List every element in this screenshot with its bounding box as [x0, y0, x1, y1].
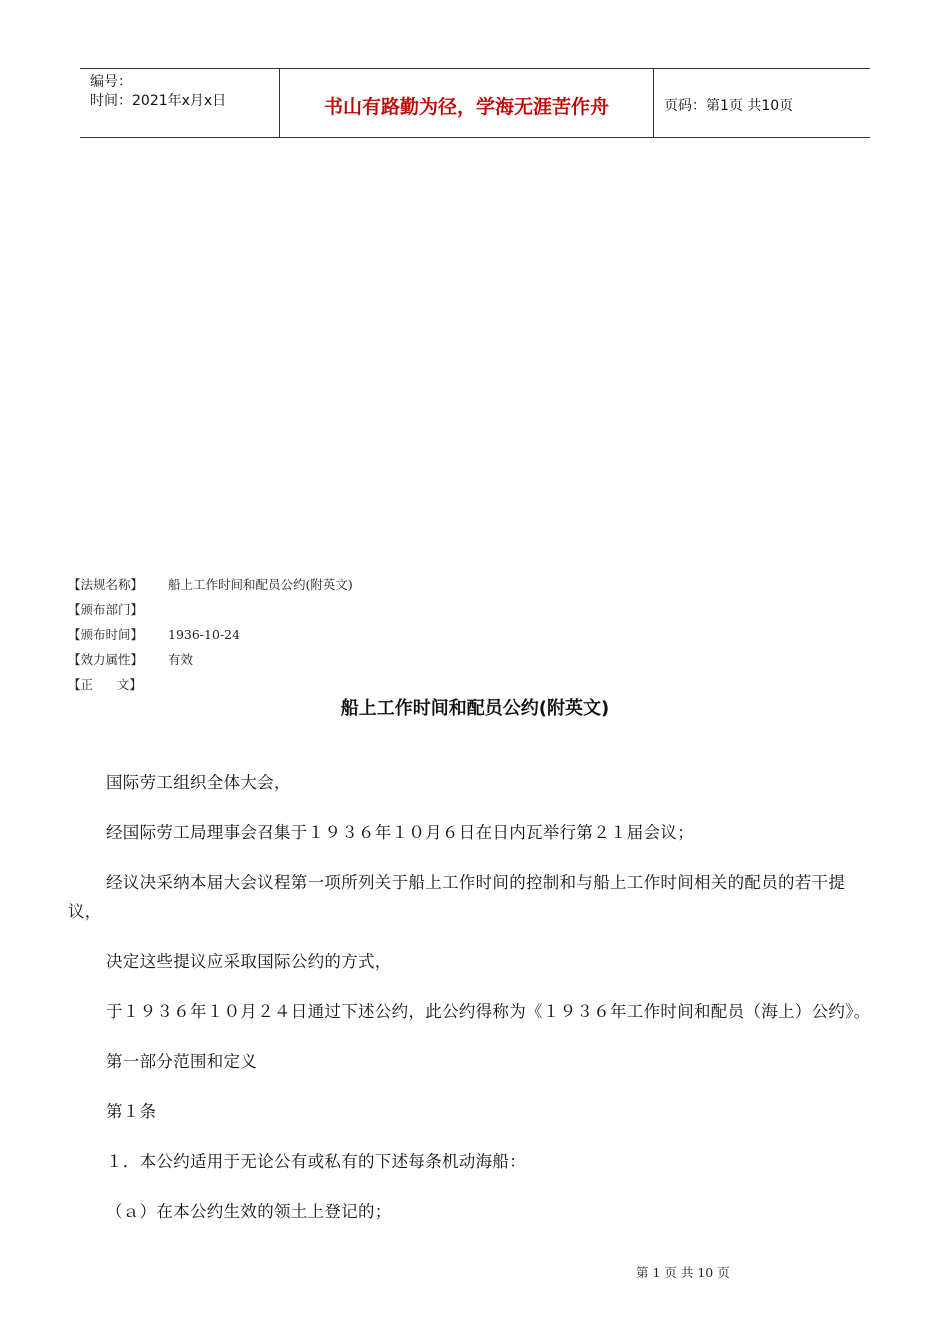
page-footer: 第 1 页 共 10 页 — [636, 1265, 730, 1280]
meta-value: 有效 — [168, 652, 194, 667]
header-motto: 书山有路勤为径，学海无涯苦作舟 — [280, 69, 654, 137]
meta-label: 【颁布时间】 — [68, 627, 144, 642]
date-label: 时间：2021年x月x日 — [90, 93, 227, 109]
meta-row-department — [68, 597, 353, 622]
meta-label: 【效力属性】 — [68, 652, 144, 667]
meta-row-name — [68, 572, 353, 597]
meta-row-validity — [68, 647, 353, 672]
page-header — [80, 68, 870, 138]
document-title: 船上工作时间和配员公约(附英文) — [340, 698, 610, 719]
paragraph: （ａ）在本公约生效的领土上登记的； — [106, 1202, 392, 1221]
paragraph: 经国际劳工局理事会召集于１９３６年１０月６日在日内瓦举行第２１届会议； — [106, 823, 694, 842]
header-info-cell — [80, 69, 280, 137]
meta-value: 船上工作时间和配员公约(附英文) — [168, 577, 353, 592]
paragraph: 于１９３６年１０月２４日通过下述公约，此公约得称为《１９３６年工作时间和配员（海上）公约》。 — [106, 1002, 871, 1021]
document-body — [68, 768, 874, 1247]
law-meta — [68, 572, 353, 697]
paragraph: 国际劳工组织全体大会， — [106, 773, 291, 792]
header-page-info: 页码：第1页 共10页 — [664, 98, 794, 114]
section-heading: 第一部分范围和定义 — [106, 1052, 258, 1071]
paragraph: 经议决采纳本届大会议程第一项所列关于船上工作时间的控制和与船上工作时间相关的配员的若干提议， — [68, 873, 846, 921]
meta-value: 1936-10-24 — [168, 627, 241, 642]
article-heading: 第１条 — [106, 1102, 157, 1121]
meta-label: 【法规名称】 — [68, 577, 144, 592]
code-label: 编号： — [90, 74, 132, 90]
paragraph: 决定这些提议应采取国际公约的方式， — [106, 952, 392, 971]
meta-row-date — [68, 622, 353, 647]
meta-label: 【颁布部门】 — [68, 602, 144, 617]
paragraph: １．本公约适用于无论公有或私有的下述每条机动海船： — [106, 1152, 526, 1171]
meta-label: 【正 文】 — [68, 677, 142, 692]
